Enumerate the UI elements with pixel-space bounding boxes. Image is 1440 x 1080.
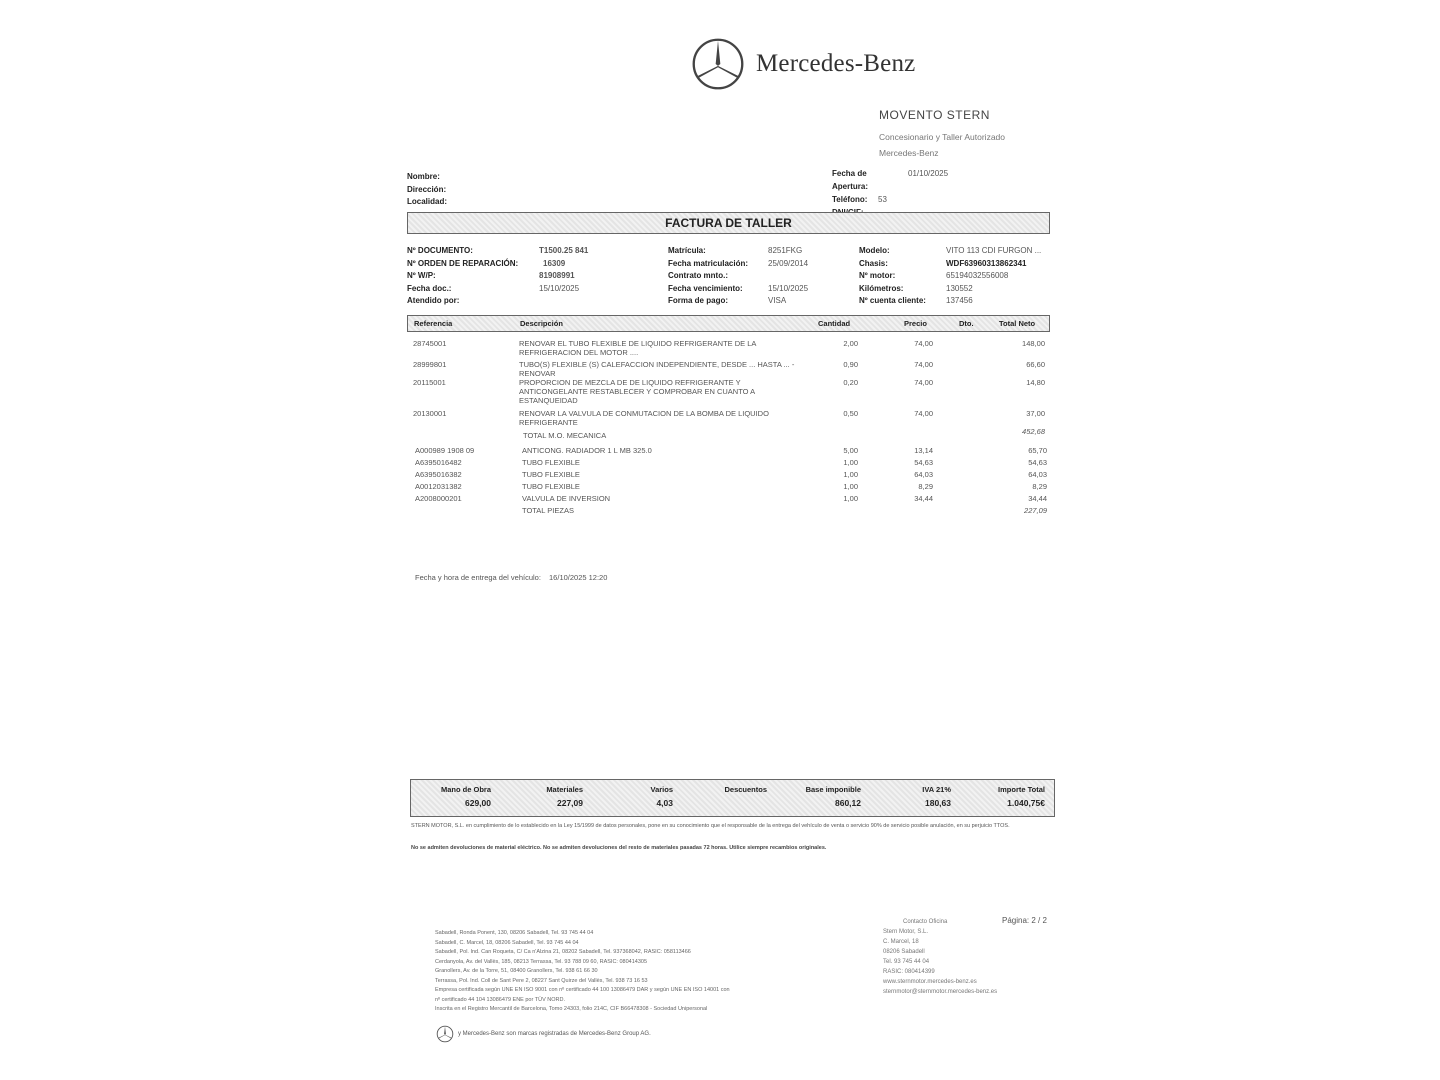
info-value: 8251FKG — [768, 246, 803, 255]
info-value: 81908991 — [539, 271, 575, 280]
info-value: 137456 — [946, 296, 973, 305]
footer-line: C. Marcel, 18 — [883, 939, 919, 945]
row-price: 74,00 — [914, 378, 933, 387]
row-qty: 1,00 — [843, 494, 858, 503]
row-qty: 5,00 — [843, 446, 858, 455]
row-ref: 28999801 — [413, 360, 447, 369]
row-desc: TUBO FLEXIBLE — [522, 470, 580, 479]
info-label: Nº cuenta cliente: — [859, 296, 926, 305]
info-label: Contrato mnto.: — [668, 271, 728, 280]
summary-value: 1.040,75€ — [1007, 798, 1045, 808]
info-label: Atendido por: — [407, 296, 460, 305]
row-desc: TUBO FLEXIBLE — [522, 458, 580, 467]
summary-iva — [891, 785, 951, 808]
row-price: 8,29 — [918, 482, 933, 491]
row-desc: PROPORCION DE MEZCLA DE DE LIQUIDO REFRIGERANTE Y ANTICONGELANTE RESTABLECER Y COMPROBAR EN CUANTO A ESTANQUEIDAD — [519, 378, 755, 405]
row-total: 34,44 — [1028, 494, 1047, 503]
info-value: VITO 113 CDI FURGON ... — [946, 246, 1042, 255]
summary-value: 227,09 — [557, 798, 583, 808]
col-cantidad: Cantidad — [818, 319, 851, 328]
legal-notice: STERN MOTOR, S.L. en cumplimiento de lo establecido en la Ley 15/1999 de datos personales, pone en su conocimiento que el responsable de la entrega del vehículo de venta o servicio 90% de servicio posible anulación, en su perjuicio TTOS. — [411, 823, 1010, 829]
info-label: Nº ORDEN DE REPARACIÓN: — [407, 258, 519, 268]
info-label: Nº W/P: — [407, 271, 436, 280]
footer-contact-title: Contacto Oficina — [903, 919, 948, 925]
document-title: FACTURA DE TALLER — [665, 216, 792, 230]
trademark-text: y Mercedes-Benz son marcas registradas de Mercedes-Benz Group AG. — [458, 1031, 651, 1037]
row-price: 13,14 — [914, 446, 933, 455]
row-desc: RENOVAR LA VALVULA DE CONMUTACION DE LA BOMBA DE LIQUIDO REFRIGERANTE — [519, 409, 769, 427]
info-value: 16309 — [543, 258, 566, 268]
summary-header: IVA 21% — [922, 785, 951, 794]
footer-line: Sabadell, Pol. Ind. Can Roqueta, C/ Ca n'Alzina 21, 08202 Sabadell, Tel. 937368042, RASIC: 058113466 — [435, 949, 691, 955]
footer-line: Sabadell, C. Marcel, 18, 08206 Sabadell, Tel. 93 745 44 04 — [435, 939, 579, 946]
delivery-value: 16/10/2025 12:20 — [549, 573, 608, 582]
row-price: 74,00 — [914, 409, 933, 418]
telefono-label: Teléfono: — [832, 195, 868, 204]
summary-header: Materiales — [546, 785, 583, 794]
info-label: Fecha vencimiento: — [668, 283, 743, 293]
fecha-apertura-label: Fecha de Apertura: — [832, 169, 869, 191]
info-label: Nº DOCUMENTO: — [407, 246, 473, 255]
row-price: 34,44 — [914, 494, 933, 503]
row-desc: TUBO FLEXIBLE — [522, 482, 580, 491]
row-ref: A000989 1908 09 — [415, 446, 475, 455]
row-ref: A0012031382 — [415, 482, 462, 491]
info-label: Matrícula: — [668, 246, 706, 255]
info-col-middle — [668, 245, 808, 308]
info-value: 25/09/2014 — [768, 258, 809, 268]
row-total: 14,80 — [1026, 378, 1045, 387]
summary-header: Importe Total — [998, 785, 1045, 794]
summary-header: Mano de Obra — [440, 785, 491, 794]
footer-email[interactable]: sternmotor@sternmotor.mercedes-benz.es — [883, 989, 998, 995]
row-price: 64,03 — [914, 470, 933, 479]
footer-line: Terrassa, Pol. Ind. Coll de Sant Pere 2, 08227 Sant Quirze del Vallès, Tel. 938 73 16 53 — [435, 977, 648, 984]
direccion-label: Dirección: — [407, 184, 447, 194]
dealer-line2: Mercedes-Benz — [879, 148, 939, 158]
customer-block — [407, 171, 447, 209]
summary-importe-total — [971, 785, 1045, 808]
info-label: Forma de pago: — [668, 296, 729, 305]
row-total: 8,29 — [1032, 482, 1047, 491]
nombre-label: Nombre: — [407, 172, 440, 181]
row-desc: TUBO(S) FLEXIBLE (S) CALEFACCION INDEPENDIENTE, DESDE ... HASTA ... - RENOVAR — [519, 360, 795, 378]
dealer-line1: Concesionario y Taller Autorizado — [879, 132, 1005, 142]
brand-name: Mercedes-Benz — [756, 50, 916, 77]
document-title-bar — [407, 212, 1050, 234]
row-total: 148,00 — [1022, 339, 1045, 348]
summary-materiales — [521, 785, 583, 808]
dealer-info — [879, 108, 1005, 161]
footer-contact — [883, 917, 997, 997]
labor-total-label: TOTAL M.O. MECANICA — [523, 431, 607, 440]
labor-total-value: 452,68 — [1022, 427, 1045, 436]
row-desc: VALVULA DE INVERSION — [522, 494, 611, 503]
summary-value: 629,00 — [465, 798, 491, 808]
row-ref: A2008000201 — [415, 494, 462, 503]
info-value: T1500.25 841 — [539, 246, 589, 255]
mercedes-star-icon — [690, 36, 746, 92]
telefono-value: 53 — [878, 195, 887, 204]
row-total: 54,63 — [1028, 458, 1047, 467]
returns-notice: No se admiten devoluciones de material eléctrico. No se admiten devoluciones del resto de materiales pasadas 72 horas. Utilice siempre recambios originales. — [411, 845, 827, 851]
fecha-apertura-value: 01/10/2025 — [908, 169, 949, 178]
footer-line: Tel. 93 745 44 04 — [883, 959, 930, 965]
parts-total-label: TOTAL PIEZAS — [522, 506, 574, 515]
info-value: 15/10/2025 — [768, 283, 809, 293]
summary-header: Base imponible — [805, 785, 861, 794]
row-qty: 1,00 — [843, 482, 858, 491]
summary-mano-obra — [421, 785, 491, 808]
row-price: 54,63 — [914, 458, 933, 467]
row-total: 65,70 — [1028, 446, 1047, 455]
footer-website[interactable]: www.sternmotor.mercedes-benz.es — [883, 979, 977, 985]
row-desc: RENOVAR EL TUBO FLEXIBLE DE LIQUIDO REFRIGERANTE DE LA REFRIGERACION DEL MOTOR .... — [519, 339, 757, 357]
info-value: 130552 — [946, 283, 973, 293]
delivery-label: Fecha y hora de entrega del vehículo: — [415, 573, 541, 582]
dealer-name: MOVENTO STERN — [879, 108, 990, 122]
row-price: 74,00 — [914, 360, 933, 369]
col-dto: Dto. — [959, 319, 974, 328]
items-table-header — [407, 315, 1050, 332]
footer-line: Granollers, Av. de la Torre, 51, 08400 Granollers, Tel. 938 61 66 30 — [435, 968, 598, 974]
row-desc: ANTICONG. RADIADOR 1 L MB 325.0 — [522, 446, 652, 455]
mercedes-star-icon — [436, 1025, 454, 1043]
info-value: 65194032556008 — [946, 271, 1009, 280]
info-label: Modelo: — [859, 246, 890, 255]
row-total: 37,00 — [1026, 409, 1045, 418]
row-qty: 0,90 — [843, 360, 858, 369]
info-value: VISA — [768, 296, 787, 305]
summary-descuentos — [701, 785, 767, 798]
footer-line: Inscrita en el Registro Mercantil de Barcelona, Tomo 24303, folio 214C, CIF B66478308 - Sociedad Unipersonal — [435, 1006, 708, 1012]
col-precio: Precio — [904, 319, 927, 328]
footer-line: Empresa certificada según UNE EN ISO 9001 con nº certificado 44 100 13086479 DAR y según UNE EN ISO 14001 con — [435, 987, 730, 993]
summary-header: Varios — [650, 785, 673, 794]
row-qty: 2,00 — [843, 339, 858, 348]
footer-line: nº certificado 44 104 13086479 ENE por TÜV NORD. — [435, 996, 566, 1003]
info-label: Nº motor: — [859, 271, 896, 280]
parts-total-value: 227,09 — [1024, 506, 1047, 515]
row-qty: 1,00 — [843, 470, 858, 479]
info-label: Fecha matriculación: — [668, 258, 749, 268]
row-qty: 1,00 — [843, 458, 858, 467]
summary-value: 860,12 — [835, 798, 861, 808]
summary-header: Descuentos — [724, 785, 767, 794]
row-ref: A6395016482 — [415, 458, 462, 467]
row-qty: 0,50 — [843, 409, 858, 418]
footer-line: Sabadell, Ronda Ponent, 130, 08206 Sabadell, Tel. 93 745 44 04 — [435, 930, 594, 936]
col-descripcion: Descripción — [520, 319, 563, 328]
row-ref: 20115001 — [413, 378, 446, 387]
info-label: Kilómetros: — [859, 283, 904, 293]
row-price: 74,00 — [914, 339, 933, 348]
row-qty: 0,20 — [843, 378, 858, 387]
info-col-left — [407, 245, 588, 308]
summary-value: 180,63 — [925, 798, 951, 808]
footer-addresses — [435, 929, 730, 1015]
info-value: 15/10/2025 — [539, 283, 580, 293]
info-label: Fecha doc.: — [407, 283, 452, 293]
footer-line: RASIC: 080414399 — [883, 969, 935, 975]
totals-summary — [410, 779, 1055, 817]
trademark-line — [436, 1025, 651, 1043]
summary-base-imponible — [781, 785, 861, 808]
summary-varios — [611, 785, 673, 808]
localidad-label: Localidad: — [407, 197, 448, 206]
delivery-info — [415, 573, 607, 582]
info-label: Chasis: — [859, 258, 888, 268]
page-number: Página: 2 / 2 — [1002, 916, 1047, 925]
col-referencia: Referencia — [414, 319, 453, 328]
footer-line: Stern Motor, S.L. — [883, 929, 929, 935]
col-total-neto: Total Neto — [999, 319, 1036, 328]
info-value: WDF63960313862341 — [946, 258, 1027, 268]
summary-value: 4,03 — [656, 798, 673, 808]
footer-line: 08206 Sabadell — [883, 949, 925, 955]
row-total: 66,60 — [1026, 360, 1045, 369]
footer-line: Cerdanyola, Av. del Vallès, 185, 08213 Terrassa, Tel. 93 788 09 60, RASIC: 080414305 — [435, 958, 647, 965]
row-ref: A6395016382 — [415, 470, 462, 479]
row-total: 64,03 — [1028, 470, 1047, 479]
row-ref: 28745001 — [413, 339, 447, 348]
info-col-right — [859, 245, 1041, 308]
row-ref: 20130001 — [413, 409, 447, 418]
brand-header — [690, 36, 915, 92]
